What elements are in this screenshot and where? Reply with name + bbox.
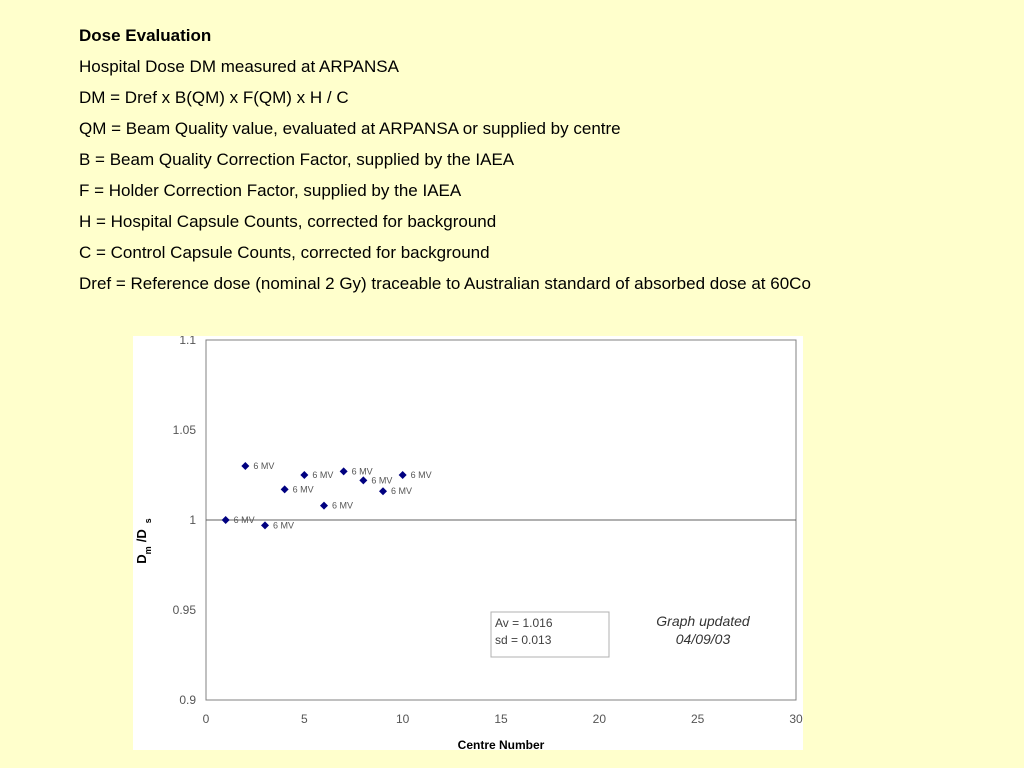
x-tick-label: 20 — [592, 712, 607, 726]
annotation-line-1: Graph updated — [656, 613, 750, 629]
text-line-qm-definition: QM = Beam Quality value, evaluated at ARPANSA or supplied by centre — [79, 119, 621, 138]
text-line-c-definition: C = Control Capsule Counts, corrected for background — [79, 243, 490, 262]
y-axis-label — [134, 518, 153, 563]
data-point-label: 6 MV — [332, 500, 354, 511]
svg-text:Dm/Ds — [134, 518, 153, 563]
y-label-slash-d: /D — [134, 529, 149, 543]
text-line-dm-formula: DM = Dref x B(QM) x F(QM) x H / C — [79, 88, 349, 107]
text-line-hospital-dose: Hospital Dose DM measured at ARPANSA — [79, 57, 399, 76]
y-label-d: D — [134, 554, 149, 564]
text-line-b-definition: B = Beam Quality Correction Factor, supplied by the IAEA — [79, 150, 515, 169]
y-label-sub-s: s — [143, 518, 153, 524]
y-tick-label: 1.1 — [179, 336, 196, 347]
data-point-label: 6 MV — [292, 484, 314, 495]
x-tick-label: 5 — [300, 712, 308, 726]
y-tick-label: 1.05 — [172, 423, 196, 437]
x-tick-label: 0 — [202, 712, 210, 726]
data-point-label: 6 MV — [410, 470, 432, 480]
y-tick-label: 0.95 — [172, 603, 196, 617]
data-point-label: 6 MV — [273, 520, 295, 531]
slide-text — [79, 24, 811, 303]
x-tick-label: 15 — [494, 712, 508, 726]
x-tick-label: 25 — [690, 712, 705, 726]
y-tick-labels — [173, 336, 197, 707]
chart-panel — [133, 336, 803, 750]
slide-title: Dose Evaluation — [79, 26, 212, 45]
text-line-h-definition: H = Hospital Capsule Counts, corrected for background — [79, 212, 497, 231]
data-point-label: 6 MV — [233, 515, 255, 525]
stats-box — [491, 612, 609, 657]
data-point-label: 6 MV — [371, 475, 393, 486]
data-point-label: 6 MV — [253, 461, 275, 471]
x-tick-label: 30 — [789, 712, 803, 726]
scatter-chart — [133, 336, 803, 750]
data-point-label: 6 MV — [391, 486, 413, 497]
x-tick-label: 10 — [395, 712, 410, 726]
x-tick-labels — [203, 712, 803, 726]
y-label-sub-m: m — [143, 546, 153, 555]
y-tick-label: 0.9 — [179, 693, 196, 707]
y-tick-label: 1 — [189, 513, 196, 527]
text-line-f-definition: F = Holder Correction Factor, supplied by the IAEA — [79, 181, 462, 200]
annotation-line-2: 04/09/03 — [675, 631, 731, 647]
data-point-label: 6 MV — [312, 470, 334, 480]
text-line-dref-definition: Dref = Reference dose (nominal 2 Gy) traceable to Australian standard of absorbed dose at 60Co — [79, 274, 811, 293]
data-point-label: 6 MV — [351, 466, 373, 477]
stats-average: Av = 1.016 — [495, 616, 553, 630]
x-axis-label: Centre Number — [457, 738, 545, 750]
stats-sd: sd = 0.013 — [495, 633, 552, 647]
